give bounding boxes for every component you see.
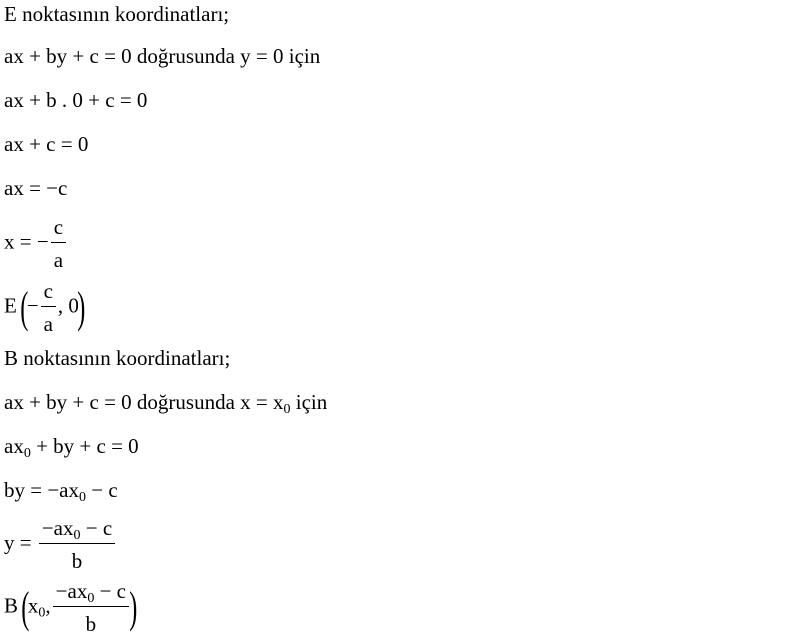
subscript-zero: 0	[283, 402, 291, 417]
y-solution-lhs: y =	[4, 530, 37, 555]
fraction-denominator: a	[43, 312, 53, 337]
point-e-coordinates	[4, 280, 84, 335]
subscript-zero: 0	[79, 490, 87, 505]
numerator-minus-c: − c	[80, 516, 113, 540]
left-paren: (	[20, 282, 29, 332]
equation-line-condition-y0: ax + by + c = 0 doğrusunda y = 0 için	[4, 44, 321, 68]
point-b-coordinates	[4, 580, 136, 635]
point-b-x: x	[27, 593, 39, 618]
fraction-c-over-a	[41, 280, 56, 335]
subscript-zero: 0	[87, 591, 95, 606]
equation-line-y-solution	[4, 517, 117, 572]
equation-line-by-isolated	[4, 478, 118, 505]
fraction-numerator	[39, 517, 115, 544]
left-paren: (	[21, 582, 30, 632]
fraction-c-over-a	[51, 216, 66, 271]
fraction-y-solution	[53, 580, 129, 635]
ax0-term: ax	[4, 434, 24, 458]
subscript-zero: 0	[23, 446, 31, 461]
minus-sign: −	[26, 293, 39, 318]
equation-line-x-solution	[4, 216, 68, 271]
by-lhs: by = −ax	[4, 478, 80, 502]
numerator-minus-c: − c	[94, 579, 127, 603]
ax0-rest: + by + c = 0	[30, 434, 139, 458]
condition-x0-text: ax + by + c = 0 doğrusunda x = x	[4, 390, 284, 414]
by-rest: − c	[86, 478, 118, 502]
point-b-label: B	[4, 593, 19, 618]
equation-line-substitution: ax + b . 0 + c = 0	[4, 88, 148, 112]
fraction-y-solution	[39, 517, 115, 572]
equation-line-ax0-substitution	[4, 434, 139, 461]
numerator-ax: −ax	[41, 516, 74, 540]
point-e-label: E	[4, 293, 17, 318]
subscript-zero: 0	[73, 528, 81, 543]
fraction-denominator: a	[53, 248, 64, 273]
fraction-denominator: b	[71, 549, 83, 574]
condition-x0-suffix: için	[290, 390, 328, 414]
heading-point-b: B noktasının koordinatları;	[4, 346, 231, 370]
right-paren: )	[129, 582, 138, 632]
equation-line-ax-equals-minus-c: ax = −c	[4, 176, 68, 200]
subscript-zero: 0	[38, 605, 46, 621]
comma: ,	[45, 593, 51, 618]
heading-point-e: E noktasının koordinatları;	[4, 2, 230, 26]
point-e-y-coordinate: , 0	[57, 293, 79, 318]
fraction-numerator	[53, 580, 129, 607]
equation-line-condition-x0	[4, 390, 328, 417]
right-paren: )	[77, 282, 86, 332]
numerator-ax: −ax	[55, 579, 88, 603]
equation-line-ax-plus-c: ax + c = 0	[4, 132, 89, 156]
x-solution-lhs: x = −	[4, 229, 49, 254]
fraction-numerator: c	[41, 280, 56, 307]
fraction-numerator: c	[51, 216, 66, 243]
fraction-denominator: b	[85, 612, 97, 636]
